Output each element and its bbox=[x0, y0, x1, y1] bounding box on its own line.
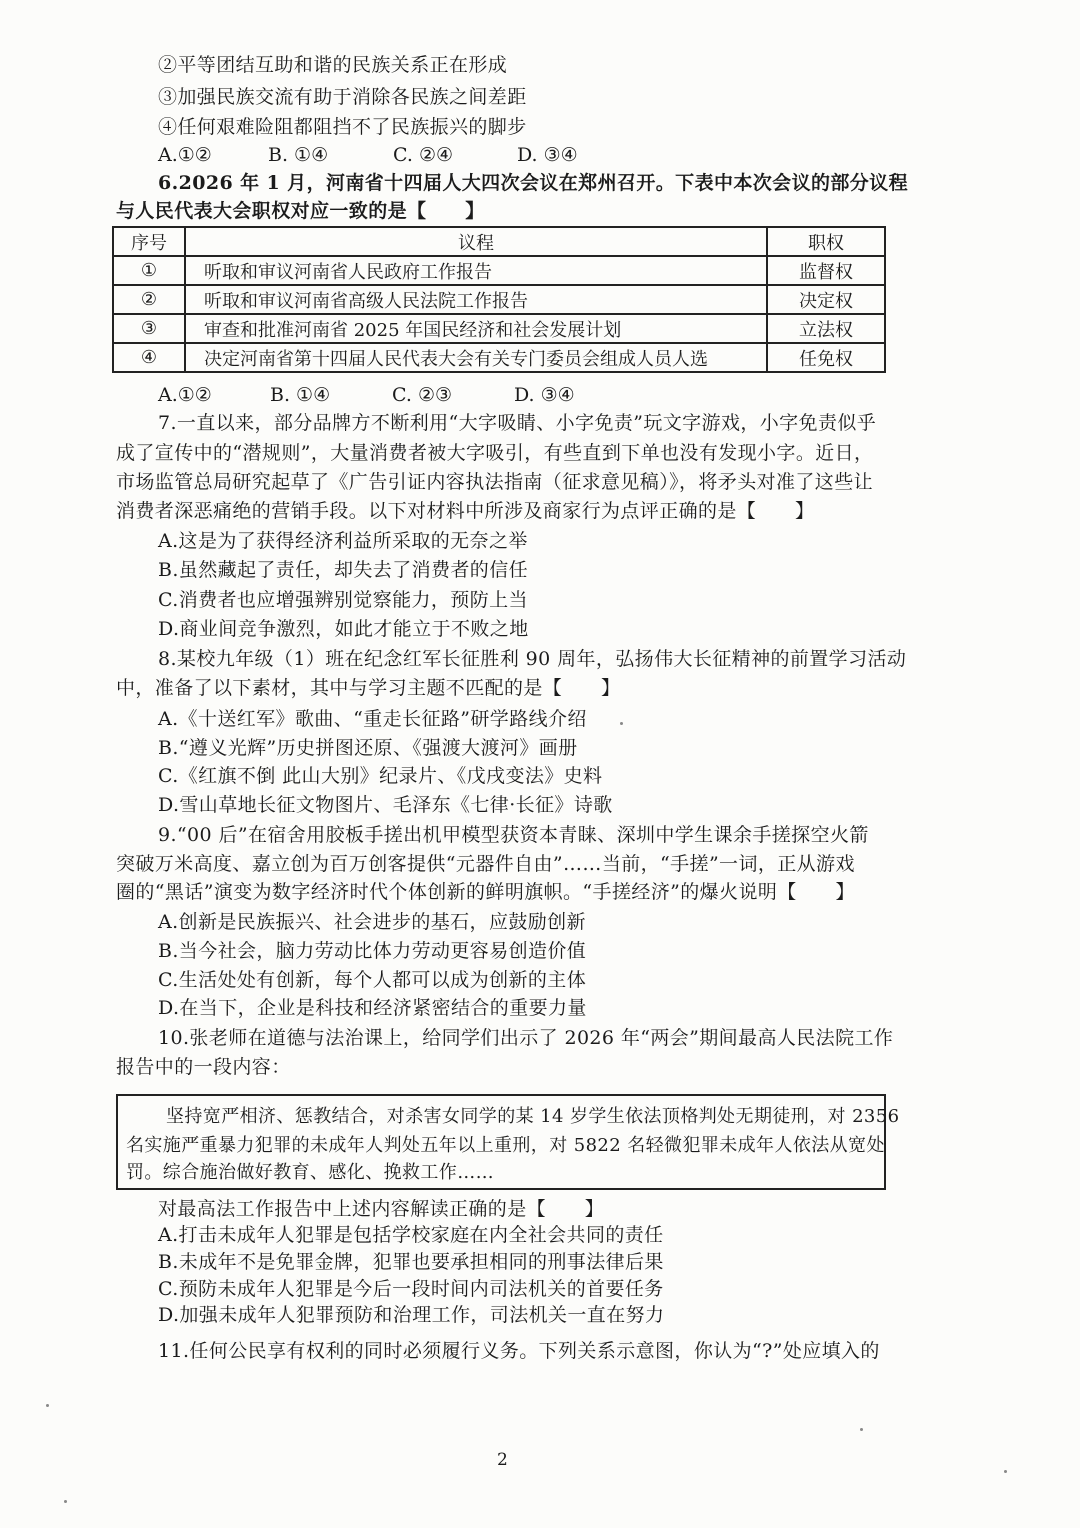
q7-stem-line3: 市场监管总局研究起草了《广告引证内容执法指南（征求意见稿）》，将矛头对准了这些让 bbox=[116, 471, 874, 493]
q5-option-a: A.①② bbox=[158, 144, 212, 166]
q6-option-a: A.①② bbox=[158, 384, 212, 406]
q5-option-d: D. ③④ bbox=[517, 144, 578, 166]
q10-stem-line2: 报告中的一段内容： bbox=[116, 1056, 291, 1078]
table-row bbox=[113, 343, 885, 372]
q7-option-d: D.商业间竞争激烈，如此才能立于不败之地 bbox=[158, 618, 529, 640]
q10-option-d: D.加强未成年人犯罪预防和治理工作，司法机关一直在努力 bbox=[158, 1304, 665, 1326]
q7-option-a: A.这是为了获得经济利益所采取的无奈之举 bbox=[158, 530, 528, 552]
q9-option-c: C.生活处处有创新，每个人都可以成为创新的主体 bbox=[158, 969, 587, 991]
row-power: 决定权 bbox=[767, 285, 885, 314]
q6-option-c: C. ②③ bbox=[392, 384, 453, 406]
scan-speck bbox=[860, 1428, 863, 1431]
q6-stem-line1: 6.2026 年 1 月，河南省十四届人大四次会议在郑州召开。下表中本次会议的部分议程 bbox=[158, 172, 908, 194]
row-power: 任免权 bbox=[767, 343, 885, 372]
q10-quote-line1: 坚持宽严相济、惩教结合，对杀害女同学的某 14 岁学生依法顶格判处无期徒刑，对 2356 bbox=[166, 1106, 900, 1127]
q5-option-b: B. ①④ bbox=[268, 144, 329, 166]
q8-option-d: D.雪山草地长征文物图片、毛泽东《七律·长征》诗歌 bbox=[158, 794, 613, 816]
q8-option-b: B.“遵义光辉”历史拼图还原、《强渡大渡河》画册 bbox=[158, 737, 578, 759]
scan-speck bbox=[64, 1500, 67, 1503]
q7-stem-line2: 成了宣传中的“潜规则”，大量消费者被大字吸引，有些直到下单也没有发现小字。近日， bbox=[116, 442, 874, 464]
row-agenda: 决定河南省第十四届人民代表大会有关专门委员会组成人员人选 bbox=[185, 343, 767, 372]
q5-options bbox=[158, 142, 578, 168]
q7-stem-line1: 7.一直以来，部分品牌方不断利用“大字吸睛、小字免责”玩文字游戏，小字免责似乎 bbox=[158, 412, 877, 434]
row-agenda: 听取和审议河南省高级人民法院工作报告 bbox=[185, 285, 767, 314]
table-row bbox=[113, 256, 885, 285]
header-power: 职权 bbox=[767, 227, 885, 256]
q7-option-b: B.虽然藏起了责任，却失去了消费者的信任 bbox=[158, 559, 529, 581]
scan-speck bbox=[620, 722, 623, 725]
row-power: 立法权 bbox=[767, 314, 885, 343]
q6-option-b: B. ①④ bbox=[270, 384, 331, 406]
q5-item-3: ③加强民族交流有助于消除各民族之间差距 bbox=[158, 86, 527, 108]
header-number: 序号 bbox=[113, 227, 185, 256]
q6-option-d: D. ③④ bbox=[514, 384, 575, 406]
page-number: 2 bbox=[497, 1450, 508, 1470]
scan-speck bbox=[1004, 1470, 1007, 1473]
row-power: 监督权 bbox=[767, 256, 885, 285]
row-agenda: 听取和审议河南省人民政府工作报告 bbox=[185, 256, 767, 285]
q8-option-a: A.《十送红军》歌曲、“重走长征路”研学路线介绍 bbox=[158, 708, 587, 730]
scan-speck bbox=[46, 1404, 49, 1407]
table-row bbox=[113, 314, 885, 343]
q10-stem-line1: 10.张老师在道德与法治课上，给同学们出示了 2026 年“两会”期间最高人民法院工作 bbox=[158, 1027, 894, 1049]
q8-option-c: C.《红旗不倒 此山大别》纪录片、《戊戌变法》史料 bbox=[158, 765, 603, 787]
q10-quote-box bbox=[116, 1094, 900, 1190]
row-agenda: 审查和批准河南省 2025 年国民经济和社会发展计划 bbox=[185, 314, 767, 343]
q9-option-b: B.当今社会，脑力劳动比体力劳动更容易创造价值 bbox=[158, 940, 587, 962]
q9-stem-line1: 9.“00 后”在宿舍用胶板手搓出机甲模型获资本青睐、深圳中学生课余手搓探空火箭 bbox=[158, 824, 869, 846]
row-number: ④ bbox=[113, 343, 185, 372]
q6-stem-line2: 与人民代表大会职权对应一致的是【 】 bbox=[116, 200, 485, 222]
table-header-row bbox=[113, 227, 885, 256]
q10-option-a: A.打击未成年人犯罪是包括学校家庭在内全社会共同的责任 bbox=[158, 1224, 664, 1246]
header-agenda: 议程 bbox=[185, 227, 767, 256]
row-number: ② bbox=[113, 285, 185, 314]
q7-option-c: C.消费者也应增强辨别觉察能力，预防上当 bbox=[158, 589, 528, 611]
q10-option-b: B.未成年不是免罪金牌，犯罪也要承担相同的刑事法律后果 bbox=[158, 1251, 664, 1273]
q9-option-a: A.创新是民族振兴、社会进步的基石，应鼓励创新 bbox=[158, 911, 586, 933]
q5-item-2: ②平等团结互助和谐的民族关系正在形成 bbox=[158, 54, 508, 76]
q11-stem: 11.任何公民享有权利的同时必须履行义务。下列关系示意图，你认为“?”处应填入的 bbox=[158, 1340, 880, 1362]
q5-item-4: ④任何艰难险阻都阻挡不了民族振兴的脚步 bbox=[158, 116, 527, 138]
q9-stem-line2: 突破万米高度、嘉立创为百万创客提供“元器件自由”……当前，“手搓”一词，正从游戏 bbox=[116, 853, 855, 875]
q5-option-c: C. ②④ bbox=[393, 144, 454, 166]
q9-stem-line3: 圈的“黑话”演变为数字经济时代个体创新的鲜明旗帜。“手搓经济”的爆火说明【 】 bbox=[116, 881, 855, 903]
q6-agenda-table bbox=[112, 226, 886, 373]
q8-stem-line2: 中，准备了以下素材，其中与学习主题不匹配的是【 】 bbox=[116, 677, 621, 699]
q9-option-d: D.在当下，企业是科技和经济紧密结合的重要力量 bbox=[158, 997, 587, 1019]
table-row bbox=[113, 285, 885, 314]
row-number: ③ bbox=[113, 314, 185, 343]
q10-quote-line3: 罚。综合施治做好教育、感化、挽救工作…… bbox=[126, 1162, 494, 1183]
q10-quote-line2: 名实施严重暴力犯罪的未成年人判处五年以上重刑，对 5822 名轻微犯罪未成年人依法从宽处 bbox=[126, 1135, 885, 1156]
q6-options bbox=[158, 382, 575, 408]
row-number: ① bbox=[113, 256, 185, 285]
q7-stem-line4: 消费者深恶痛绝的营销手段。以下对材料中所涉及商家行为点评正确的是【 】 bbox=[116, 500, 815, 522]
q10-option-c: C.预防未成年人犯罪是今后一段时间内司法机关的首要任务 bbox=[158, 1278, 664, 1300]
q8-stem-line1: 8.某校九年级（1）班在纪念红军长征胜利 90 周年，弘扬伟大长征精神的前置学习活动 bbox=[158, 648, 907, 670]
q10-question: 对最高法工作报告中上述内容解读正确的是【 】 bbox=[158, 1198, 605, 1220]
